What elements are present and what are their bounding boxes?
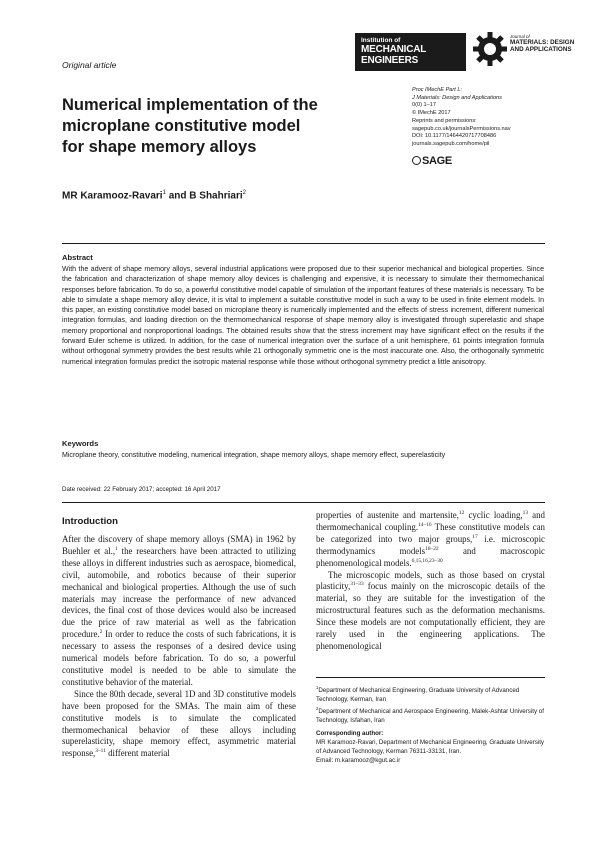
intro-paragraph-3 [316,510,545,570]
meta-journal-line1: Proc IMechE Part L: [412,87,463,93]
authors [62,190,246,201]
sage-logo [412,155,452,167]
body-column-left [62,534,296,760]
journal-meta [412,87,562,149]
article-title-line1: Numerical implementation of the [62,96,318,114]
keywords-heading: Keywords [62,439,99,448]
text-run: After the discovery of shape memory alloys (SMA) in 1962 by Buehler et al., [62,534,296,556]
citation-ref[interactable]: 12 [458,510,465,517]
abstract-text: With the advent of shape memory alloys, several industrial applications were proposed due to their superior mechanical and biological properties. Since the fabrication and characterization of shape memory alloy devices is challenging and expensive, it is necessary to simulate their thermomechanical responses before fabrication. To do so, a powerful constitutive model capable of simulation of the important features of these materials is necessary. To be able to simulate a shape memory alloy device, it is vital to implement a suitable constitutive model in such a way to be used in finite element models. In this paper, an existing constitutive model based on microplane theory is numerically implemented and the effects of stress increment, different numerical integration formulas, and loading direction on the thermomechanical response of shape memory alloy is investigated through superelastic and shape memory proportional and nonproportional loadings. The obtained results show that the stress increment may have significant effect on the results if the forward Euler scheme is utilized. In addition, for the case of numerical integration over the surface of a unit hemisphere, 61 points integration formula without orthogonal symmetry provides the best results while 21 orthogonally symmetric one is the most inaccurate one. Also, the orthogonally symmetric numerical integration formulas predict the isotropic material response while those without orthogonal symmetry predict a little anisotropy. [62,266,544,366]
corresponding-author-heading: Corresponding author: [316,730,384,738]
gear-icon [472,31,508,67]
text-run: the researchers have been attracted to utilizing these alloys in different industries such as aerospace, biomedical, civil, automobile, and robotics because of their superior mechanical and biological properties. Although the use of such materials may increase the performance of new advanced devices, the final cost of those devices would also be increased due the price of raw material as well as the fabrication procedure. [62,545,296,640]
intro-paragraph-4 [316,570,545,653]
imeche-logo [355,33,466,71]
imeche-logo-line1: Institution of [361,37,401,44]
text-run: properties of austenite and martensite, [316,510,459,520]
affiliation-mark: 2 [316,706,319,712]
footnotes [316,683,545,765]
date-received: Date received: 22 February 2017; accepted: 16 April 2017 [62,486,221,493]
affiliation-mark: 1 [316,685,319,690]
journal-logo-line1: MATERIALS: DESIGN [510,39,575,46]
divider-bottom [62,502,545,503]
text-run: and thermomechanical coupling. [316,510,545,532]
journal-logo [510,34,574,53]
text-run: These constitutive models can be categorized into two major groups, [316,521,545,544]
imeche-logo-line3: ENGINEERS [361,55,419,66]
text-run: Since the 80th decade, several 1D and 3D constitutive models have been proposed for the SMAs. The main aim of these constitutive models is to simulate the complicated thermomechanical behavior of these alloys including superelasticity, shape memory effect, asymmetric material response, [62,688,296,759]
citation-ref[interactable]: 14–16 [418,521,432,528]
author1-name: MR Karamooz-Ravari [62,190,163,202]
citation-ref[interactable]: 6,15,16,23–30 [411,557,443,564]
article-title-line3: for shape memory alloys [62,138,257,156]
author2-name: and B Shahriari [165,190,243,202]
text-run: focus mainly on the microscopic details of the material, so they are suitable for the investigation of the microstructural features such as the deformation mechanisms. Since these models are not computationally efficient, they are rarely used in the engineering applications. The phenomenological [316,581,545,651]
divider-top [62,243,545,244]
sage-circle-icon [412,156,421,165]
affiliation-text: Department of Mechanical Engineering, Graduate University of Advanced Technology, Kerman, Iran [316,687,520,704]
abstract-heading: Abstract [62,253,93,262]
text-run: In order to reduce the costs of such fabrications, it is necessary to assess the responses of a desired device using numerical models before fabrication. To do so, a powerful constitutive model is needed to be able to simulate the constitutive behavior of the material. [62,629,296,687]
keywords-text: Microplane theory, constitutive modeling, numerical integration, shape memory alloys, shape memory effect, superelasticity [62,452,446,459]
sage-logo-text: SAGE [422,155,452,167]
corresponding-author-address: MR Karamooz-Ravari, Department of Mechanical Engineering, Graduate University of Advanced Technology, Kerman 76311-33131, Iran. [316,739,545,756]
meta-journal-link[interactable]: journals.sagepub.com/home/pil [412,140,490,147]
footnote-divider [316,677,545,678]
article-title [62,95,372,158]
meta-doi[interactable]: DOI: 10.1177/1464420717708486 [412,133,497,140]
intro-paragraph-1 [62,534,296,689]
text-run: and macroscopic phenomenological models. [316,545,545,568]
author2-affiliation-mark: 2 [242,190,246,196]
journal-logo-prefix: Journal of [510,34,530,39]
citation-ref[interactable]: 18–22 [425,545,439,552]
text-run: The microscopic models, such as those based on crystal plasticity, [316,569,545,592]
intro-paragraph-2 [62,689,296,760]
meta-permissions-link[interactable]: sagepub.co.uk/journalsPermissions.nav [412,125,511,132]
journal-logo-line2: AND APPLICATIONS [510,46,572,53]
citation-ref[interactable]: 1 [115,545,118,552]
affiliation-text: Department of Mechanical and Aerospace Engineering, Malek-Ashtar University of Technology, Isfahan, Iran [316,708,544,725]
author1-affiliation-mark: 1 [162,190,166,196]
citation-ref[interactable]: 13 [522,510,529,517]
citation-ref[interactable]: 17 [472,533,478,540]
body-column-right [316,510,545,653]
affiliation-1 [316,683,545,704]
meta-volume: 0(0) 1–17 [412,102,436,109]
text-run: cyclic loading, [464,510,523,520]
citation-ref[interactable]: 3–11 [95,748,106,755]
meta-reprints: Reprints and permissions: [412,117,477,124]
article-type: Original article [62,60,117,70]
citation-ref[interactable]: 31–33 [350,581,364,588]
corresponding-author-email[interactable]: Email: m.karamooz@kgut.ac.ir [316,757,401,765]
citation-ref[interactable]: 2 [99,629,103,636]
introduction-heading: Introduction [62,516,118,527]
meta-journal-line2: J Materials: Design and Applications [412,94,502,101]
text-run: i.e. microscopic thermodynamics models [316,533,545,556]
imeche-logo-line2: MECHANICAL [361,44,427,55]
article-title-line2: microplane constitutive model [62,117,301,135]
text-run: different material [105,748,170,759]
affiliation-2 [316,704,545,725]
meta-copyright: © IMechE 2017 [412,110,451,117]
